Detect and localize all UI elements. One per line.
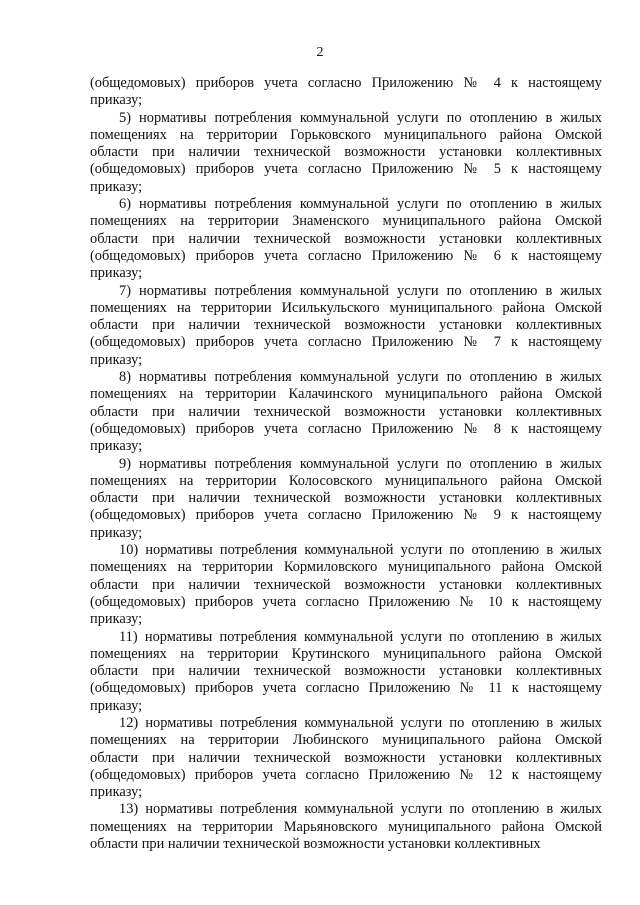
text-line: области при наличии технической возможности установки коллективных — [90, 490, 602, 507]
text-line: приказу; — [90, 351, 143, 368]
text-line: приказу; — [90, 697, 143, 714]
paragraph-p13 — [90, 801, 602, 853]
text-line: области при наличии технической возможности установки коллективных — [90, 230, 602, 247]
text-line: (общедомовых) приборов учета согласно Приложению № 4 к настоящему — [90, 75, 602, 91]
paragraph-p5 — [90, 110, 602, 196]
page-number: 2 — [316, 45, 324, 60]
text-line: (общедомовых) приборов учета согласно Приложению № 12 к настоящему — [90, 766, 602, 783]
paragraph-p7 — [90, 283, 602, 369]
paragraph-p12 — [90, 715, 602, 801]
text-line: (общедомовых) приборов учета согласно Приложению № 9 к настоящему — [90, 507, 602, 524]
text-line: помещениях на территории Любинского муниципального района Омской — [90, 732, 602, 749]
text-line: области при наличии технической возможности установки коллективных — [90, 663, 602, 680]
document-body — [90, 75, 602, 853]
text-line: (общедомовых) приборов учета согласно Приложению № 11 к настоящему — [90, 680, 602, 697]
text-line: (общедомовых) приборов учета согласно Приложению № 10 к настоящему — [90, 593, 602, 610]
text-line: (общедомовых) приборов учета согласно Приложению № 7 к настоящему — [90, 334, 602, 351]
text-line: 5) нормативы потребления коммунальной услуги по отоплению в жилых — [119, 109, 602, 126]
text-line: области при наличии технической возможности установки коллективных — [90, 317, 602, 334]
text-line: 6) нормативы потребления коммунальной услуги по отоплению в жилых — [119, 196, 602, 213]
text-line: области при наличии технической возможности установки коллективных — [90, 836, 541, 853]
text-line: 7) нормативы потребления коммунальной услуги по отоплению в жилых — [119, 282, 602, 299]
text-line: 12) нормативы потребления коммунальной услуги по отоплению в жилых — [119, 714, 602, 731]
text-line: приказу; — [90, 438, 143, 455]
paragraph-p6 — [90, 196, 602, 282]
text-line: (общедомовых) приборов учета согласно Приложению № 8 к настоящему — [90, 420, 602, 437]
text-line: области при наличии технической возможности установки коллективных — [90, 749, 602, 766]
text-line: помещениях на территории Кормиловского муниципального района Омской — [90, 559, 602, 576]
text-line: приказу; — [90, 524, 143, 541]
text-line: помещениях на территории Исилькульского муниципального района Омской — [90, 299, 602, 316]
paragraph-p11 — [90, 629, 602, 715]
text-line: 9) нормативы потребления коммунальной услуги по отоплению в жилых — [119, 455, 602, 472]
text-line: (общедомовых) приборов учета согласно Приложению № 5 к настоящему — [90, 161, 602, 178]
text-line: 13) нормативы потребления коммунальной услуги по отоплению в жилых — [119, 801, 602, 818]
text-line: приказу; — [90, 178, 143, 195]
text-line: помещениях на территории Марьяновского муниципального района Омской — [90, 818, 602, 835]
text-line: области при наличии технической возможности установки коллективных — [90, 403, 602, 420]
text-line: помещениях на территории Колосовского муниципального района Омской — [90, 472, 602, 489]
paragraph-p10 — [90, 542, 602, 628]
text-line: помещениях на территории Знаменского муниципального района Омской — [90, 213, 602, 230]
text-line: области при наличии технической возможности установки коллективных — [90, 576, 602, 593]
paragraph-p8 — [90, 369, 602, 455]
text-line: приказу; — [90, 265, 143, 282]
text-line: помещениях на территории Крутинского муниципального района Омской — [90, 645, 602, 662]
text-line: приказу; — [90, 92, 143, 109]
text-line: помещениях на территории Калачинского муниципального района Омской — [90, 386, 602, 403]
text-line: 11) нормативы потребления коммунальной услуги по отоплению в жилых — [119, 628, 602, 645]
paragraph-p9 — [90, 456, 602, 542]
text-line: помещениях на территории Горьковского муниципального района Омской — [90, 126, 602, 143]
paragraph-p4-tail — [90, 75, 602, 110]
text-line: области при наличии технической возможности установки коллективных — [90, 144, 602, 161]
text-line: приказу; — [90, 611, 143, 628]
text-line: 8) нормативы потребления коммунальной услуги по отоплению в жилых — [119, 369, 602, 386]
text-line: приказу; — [90, 784, 143, 801]
text-line: 10) нормативы потребления коммунальной услуги по отоплению в жилых — [119, 542, 602, 559]
text-line: (общедомовых) приборов учета согласно Приложению № 6 к настоящему — [90, 247, 602, 264]
